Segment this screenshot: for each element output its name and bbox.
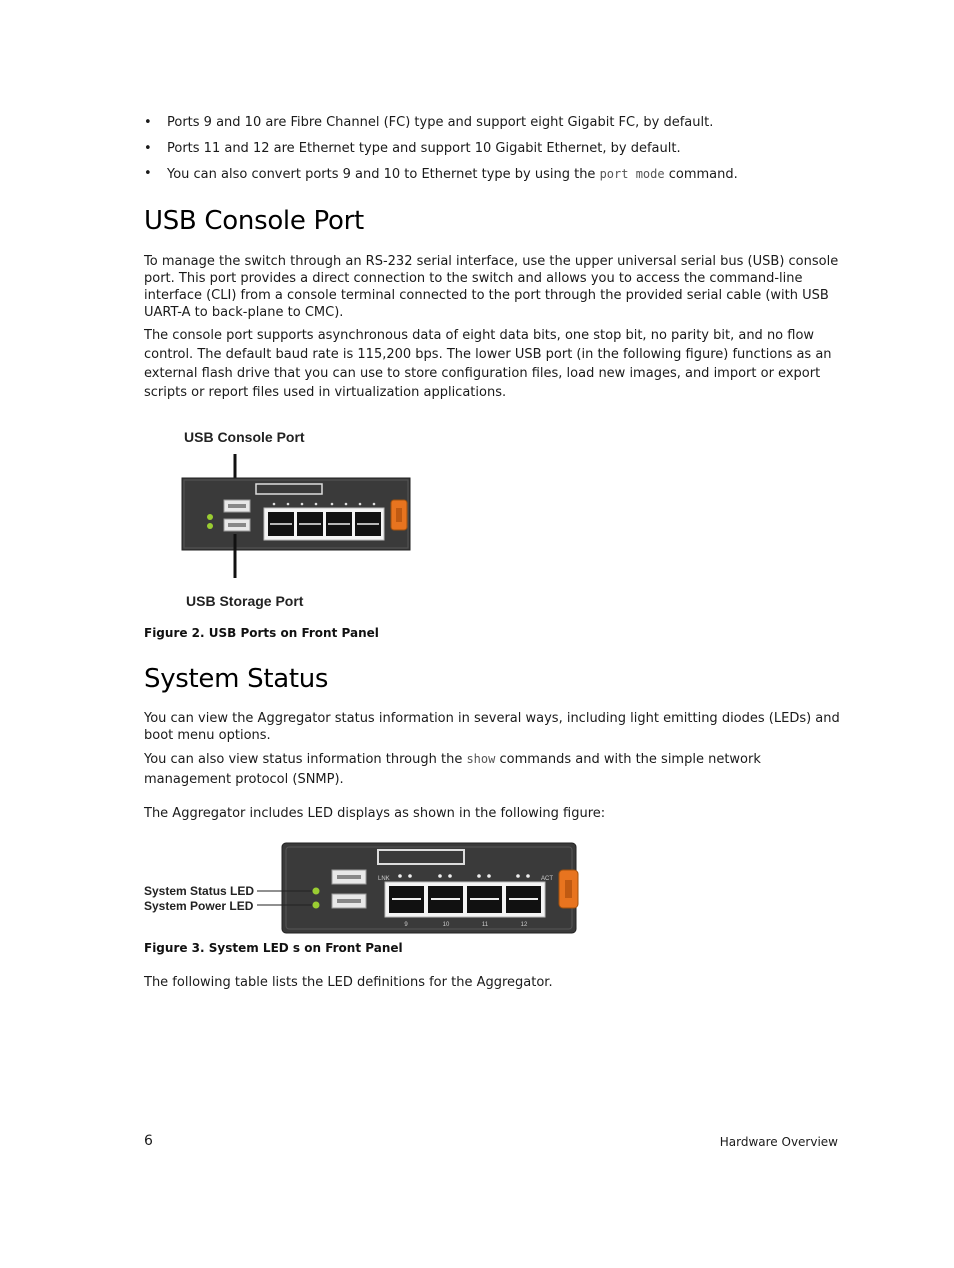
port-number: 10: [442, 922, 450, 928]
port-number: 12: [520, 922, 528, 928]
system-status-led-label: System Status LED: [144, 884, 255, 898]
usb-paragraph-2: The console port supports asynchronous data of eight data bits, one stop bit, no parity bit, and no flow control. The default baud rate is 115,200 bps. The lower USB port (in the following figure) functions as an external flash drive that you can use to store configuration files, load new images, and import or export scripts or report files used in virtualization applications.: [144, 328, 832, 400]
usb-storage-port-label: USB Storage Port: [186, 593, 304, 609]
status-paragraph-2: [144, 749, 844, 790]
section-heading-usb: USB Console Port: [144, 206, 364, 236]
system-power-led: [313, 902, 320, 909]
power-led: [207, 523, 213, 529]
usb-ports-figure: [176, 424, 416, 614]
port-number: 11: [481, 922, 489, 928]
port-number: 9: [404, 922, 408, 928]
status-paragraph-3: The Aggregator includes LED displays as shown in the following figure:: [144, 806, 606, 821]
port-bullet-list: [144, 114, 844, 192]
bullet-text: You can also convert ports 9 and 10 to Ethernet type by using the: [167, 167, 600, 182]
system-led-figure: [142, 840, 582, 938]
figure-2-caption: Figure 2. USB Ports on Front Panel: [144, 626, 379, 640]
section-heading-status: System Status: [144, 664, 329, 694]
status-led: [207, 514, 213, 520]
act-label: ACT: [541, 876, 553, 882]
status-paragraph-1: You can view the Aggregator status information in several ways, including light emitting diodes (LEDs) and boot menu options.: [144, 711, 840, 743]
page-number: 6: [144, 1133, 153, 1149]
bullet-item: [144, 114, 844, 132]
usb-ports-diagram: [176, 424, 416, 614]
system-status-led: [313, 888, 320, 895]
bullet-text: Ports 9 and 10 are Fibre Channel (FC) type and support eight Gigabit FC, by default.: [167, 115, 714, 130]
text-run: You can also view status information through the: [144, 752, 467, 767]
usb-console-port-label: USB Console Port: [184, 429, 305, 445]
bullet-text: command.: [664, 167, 738, 182]
lnk-label: LNK: [378, 876, 390, 882]
usb-paragraph-1: To manage the switch through an RS-232 serial interface, use the upper universal serial bus (USB) console port. This port provides a direct connection to the switch and allows you to access the command-line interface (CLI) from a console terminal connected to the port through the provided serial cable (with USB UART-A to back-plane to CMC).: [144, 254, 839, 320]
inline-code: show: [466, 752, 496, 766]
bullet-text: Ports 11 and 12 are Ethernet type and support 10 Gigabit Ethernet, by default.: [167, 140, 681, 156]
status-paragraph-4: The following table lists the LED definitions for the Aggregator.: [144, 975, 553, 990]
system-led-diagram: [142, 840, 582, 938]
inline-code: port mode: [599, 167, 665, 181]
system-power-led-label: System Power LED: [144, 899, 254, 913]
bullet-item: [144, 140, 844, 158]
text-run: commands and with the simple network management protocol (SNMP).: [144, 752, 761, 787]
figure-3-caption: Figure 3. System LED s on Front Panel: [144, 941, 403, 955]
bullet-item: [144, 165, 844, 184]
footer-chapter-title: Hardware Overview: [719, 1135, 838, 1149]
